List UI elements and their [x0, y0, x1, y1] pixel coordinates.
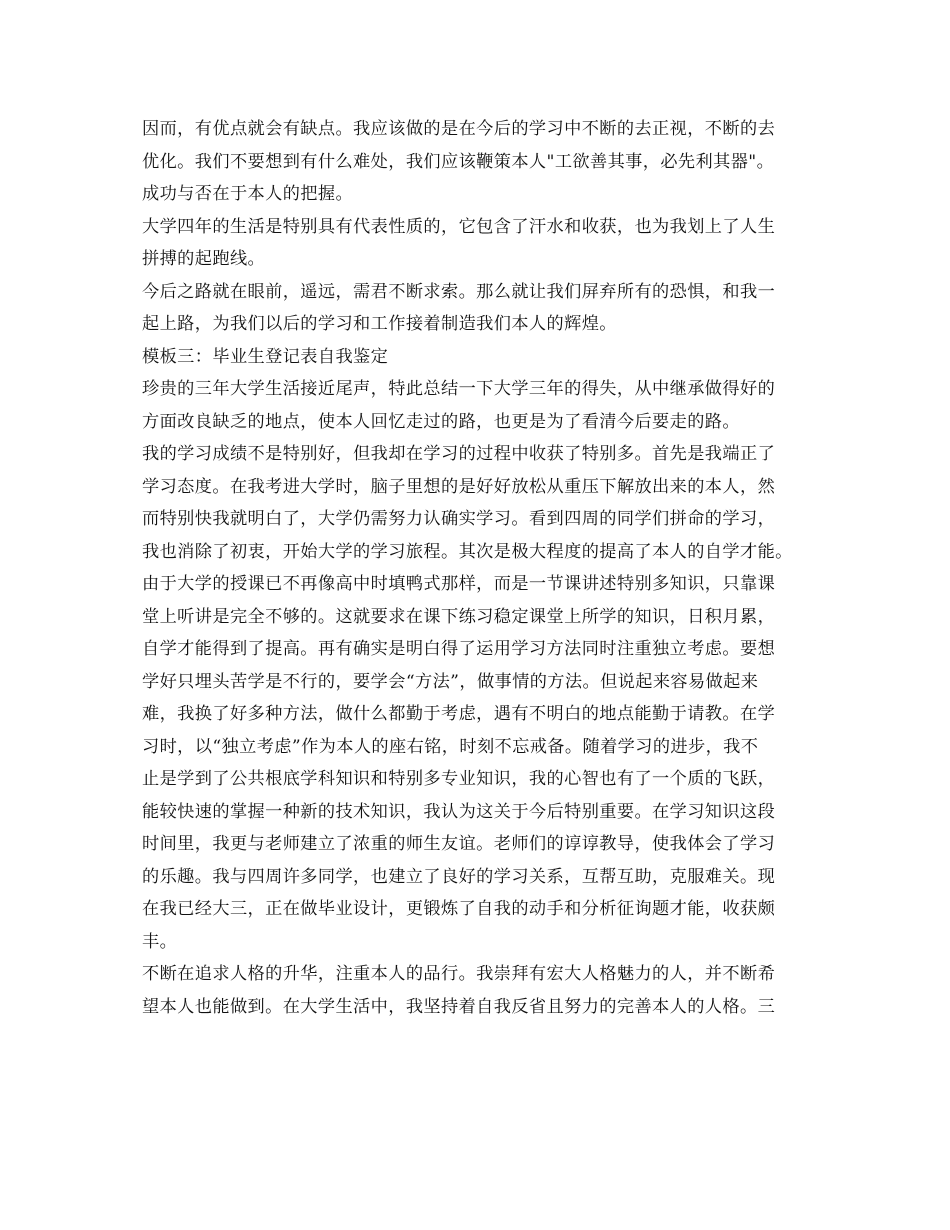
- text-line: 由于大学的授课已不再像高中时填鸭式那样，而是一节课讲述特别多知识，只靠课: [142, 574, 776, 594]
- text-line: 学习态度。在我考进大学时，脑子里想的是好好放松从重压下解放出来的本人，然: [142, 476, 776, 497]
- section-heading: 模板三：毕业生登记表自我鉴定: [142, 346, 389, 367]
- text-line: 今后之路就在眼前，遥远，需君不断求索。那么就让我们屏弃所有的恐惧，和我一: [142, 281, 776, 302]
- text-line: 我也消除了初衷，开始大学的学习旅程。其次是极大程度的提高了本人的自学才能。: [142, 541, 793, 562]
- text-line: 不断在追求人格的升华，注重本人的品行。我崇拜有宏大人格魅力的人，并不断希: [142, 964, 776, 984]
- text-line: 自学才能得到了提高。再有确实是明白得了运用学习方法同时注重独立考虑。要想: [142, 639, 776, 659]
- document-body: [142, 113, 822, 1023]
- text-line: 因而，有优点就会有缺点。我应该做的是在今后的学习中不断的去正视，不断的去: [142, 119, 776, 139]
- text-line: 能较快速的掌握一种新的技术知识，我认为这关于今后特别重要。在学习知识这段: [142, 801, 776, 822]
- text-line: 方面改良缺乏的地点，使本人回忆走过的路，也更是为了看清今后要走的路。: [142, 411, 740, 432]
- text-line: 拼搏的起跑线。: [142, 249, 266, 269]
- text-line: 丰。: [142, 931, 178, 952]
- text-line: 我的学习成绩不是特别好，但我却在学习的过程中收获了特别多。首先是我端正了: [142, 444, 776, 464]
- text-line: 起上路，为我们以后的学习和工作接着制造我们本人的辉煌。: [142, 314, 617, 334]
- text-line: 止是学到了公共根底学科知识和特别多专业知识，我的心智也有了一个质的飞跃，: [142, 769, 776, 789]
- text-line: 珍贵的三年大学生活接近尾声，特此总结一下大学三年的得失，从中继承做得好的: [142, 379, 776, 399]
- text-line: 而特别快我就明白了，大学仍需努力认确实学习。看到四周的同学们拼命的学习，: [142, 509, 776, 529]
- text-line: 在我已经大三，正在做毕业设计，更锻炼了自我的动手和分析征询题才能，收获颇: [142, 899, 776, 919]
- text-line: 学好只埋头苦学是不行的，要学会“方法”，做事情的方法。但说起来容易做起来: [142, 671, 759, 692]
- text-line: 堂上听讲是完全不够的。这就要求在课下练习稳定课堂上所学的知识，日积月累，: [142, 606, 776, 627]
- text-line: 时间里，我更与老师建立了浓重的师生友谊。老师们的谆谆教导，使我体会了学习: [142, 834, 776, 854]
- text-line: 成功与否在于本人的把握。: [142, 184, 354, 204]
- text-line: 优化。我们不要想到有什么难处，我们应该鞭策本人"工欲善其事，必先利其器"。: [142, 151, 775, 172]
- text-line: 望本人也能做到。在大学生活中，我坚持着自我反省且努力的完善本人的人格。三: [142, 996, 776, 1017]
- text-line: 难，我换了好多种方法，做什么都勤于考虑，遇有不明白的地点能勤于请教。在学: [142, 704, 776, 724]
- text-line: 习时，以“独立考虑”作为本人的座右铭，时刻不忘戒备。随着学习的进步，我不: [142, 736, 759, 757]
- text-line: 的乐趣。我与四周许多同学，也建立了良好的学习关系，互帮互助，克服难关。现: [142, 866, 776, 887]
- text-line: 大学四年的生活是特别具有代表性质的，它包含了汗水和收获，也为我划上了人生: [142, 216, 776, 237]
